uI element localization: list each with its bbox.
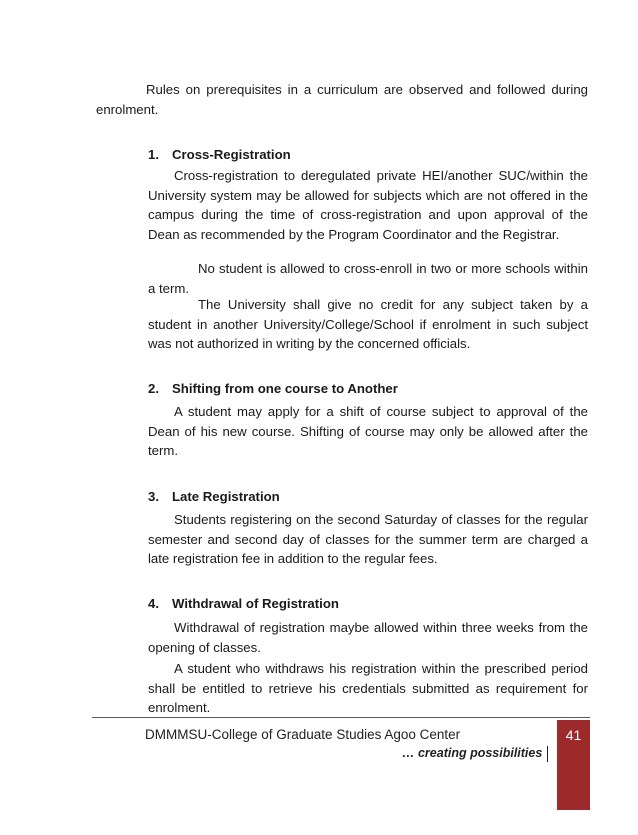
section-title: Withdrawal of Registration bbox=[172, 596, 339, 611]
section-paragraph: No student is allowed to cross-enroll in two or more schools within a term. bbox=[148, 261, 588, 296]
intro-paragraph: Rules on prerequisites in a curriculum are observed and followed during enrolment. bbox=[96, 82, 588, 117]
page-number: 41 bbox=[565, 727, 582, 743]
section-paragraph: A student may apply for a shift of course subject to approval of the Dean of his new course. Shifting of course may only be allowed after the term. bbox=[148, 404, 588, 458]
footer-separator bbox=[547, 746, 548, 762]
footer-institution: DMMMSU-College of Graduate Studies Agoo Center bbox=[145, 727, 461, 742]
section-paragraph: The University shall give no credit for any subject taken by a student in another University/College/School if enrolment in such subject was not authorized in writing by the concerned officials. bbox=[148, 297, 588, 351]
section-heading-late-registration bbox=[148, 487, 280, 506]
section-heading-withdrawal bbox=[148, 594, 339, 613]
section-title: Late Registration bbox=[172, 489, 280, 504]
section-title: Shifting from one course to Another bbox=[172, 381, 398, 396]
section-number: 2. bbox=[148, 381, 159, 396]
section-number: 1. bbox=[148, 147, 159, 162]
section-paragraph: Cross-registration to deregulated private HEI/another SUC/within the University system may be allowed for subjects which are not offered in the campus during the time of cross-registration and upon approval of the Dean as recommended by the Program Coordinator and the Registrar. bbox=[148, 168, 588, 242]
section-number: 4. bbox=[148, 596, 159, 611]
footer-divider bbox=[92, 717, 590, 718]
footer-tagline: … creating possibilities bbox=[402, 746, 543, 760]
section-heading-shifting bbox=[148, 379, 398, 398]
section-heading-cross-registration bbox=[148, 145, 291, 164]
section-title: Cross-Registration bbox=[172, 147, 291, 162]
section-number: 3. bbox=[148, 489, 159, 504]
section-paragraph: A student who withdraws his registration within the prescribed period shall be entitled to retrieve his credentials submitted as requirement for enrolment. bbox=[148, 661, 588, 715]
section-paragraph: Withdrawal of registration maybe allowed within three weeks from the opening of classes. bbox=[148, 620, 588, 655]
section-paragraph: Students registering on the second Saturday of classes for the regular semester and second day of classes for the summer term are charged a late registration fee in addition to the regular fees. bbox=[148, 512, 588, 566]
